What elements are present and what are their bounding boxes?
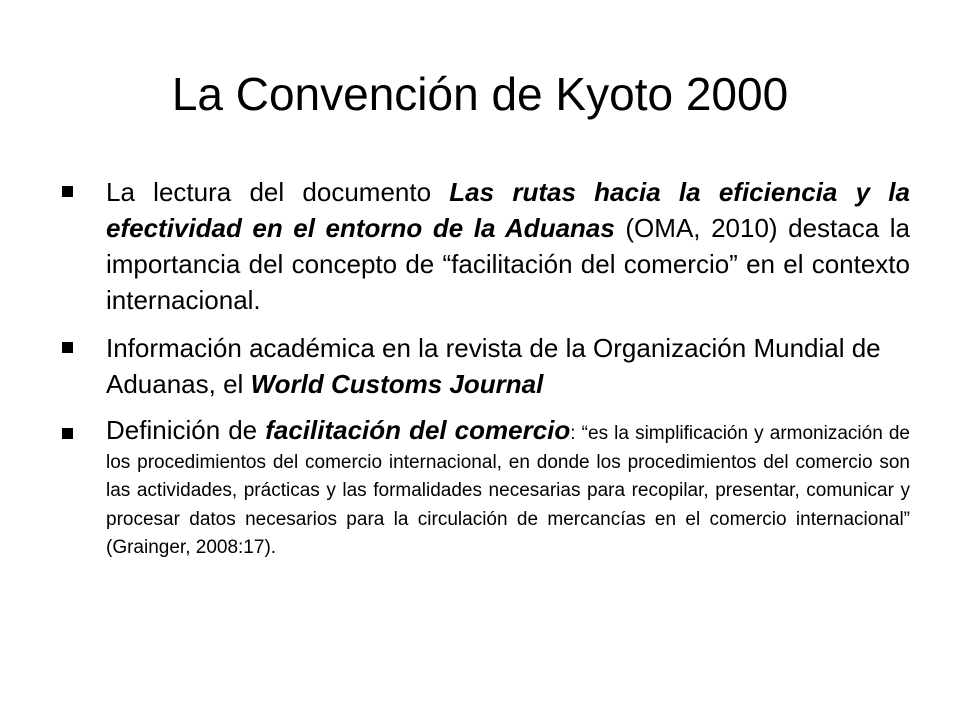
bullet-text: Información académica en la revista de la Organización Mundial de Aduanas, el [106, 333, 881, 399]
document-title: Las rutas hacia la eficiencia y la efectividad en el entorno de la Aduanas [106, 177, 910, 243]
definition-quote: “es la simplificación y armonización de los procedimientos del comercio internacional, en donde los procedimientos del comercio son las actividades, prácticas y las formalidades necesarias para recopilar, presentar, comunicar y procesar datos necesarios para la circulación de mercancías en el comercio internacional” (Grainger, 2008:17). [106, 423, 911, 558]
definition-lead: Definición de [106, 415, 266, 445]
bullet-item-journal [60, 330, 910, 402]
bullet-text: (OMA, 2010) destaca la importancia del concepto de “facilitación del comercio” en el contexto internacional. [106, 213, 910, 315]
bullet-list [60, 174, 910, 563]
bullet-text: La lectura del documento [106, 177, 450, 207]
bullet-item-definition [60, 416, 910, 563]
square-bullet-icon [62, 342, 73, 353]
journal-title: World Customs Journal [250, 369, 544, 399]
square-bullet-icon [62, 186, 73, 197]
definition-colon: : [570, 423, 576, 444]
defined-term: facilitación del comercio [265, 415, 571, 445]
bullet-item-reading [60, 174, 910, 318]
slide-title: La Convención de Kyoto 2000 [171, 68, 789, 120]
square-bullet-icon [62, 428, 73, 439]
